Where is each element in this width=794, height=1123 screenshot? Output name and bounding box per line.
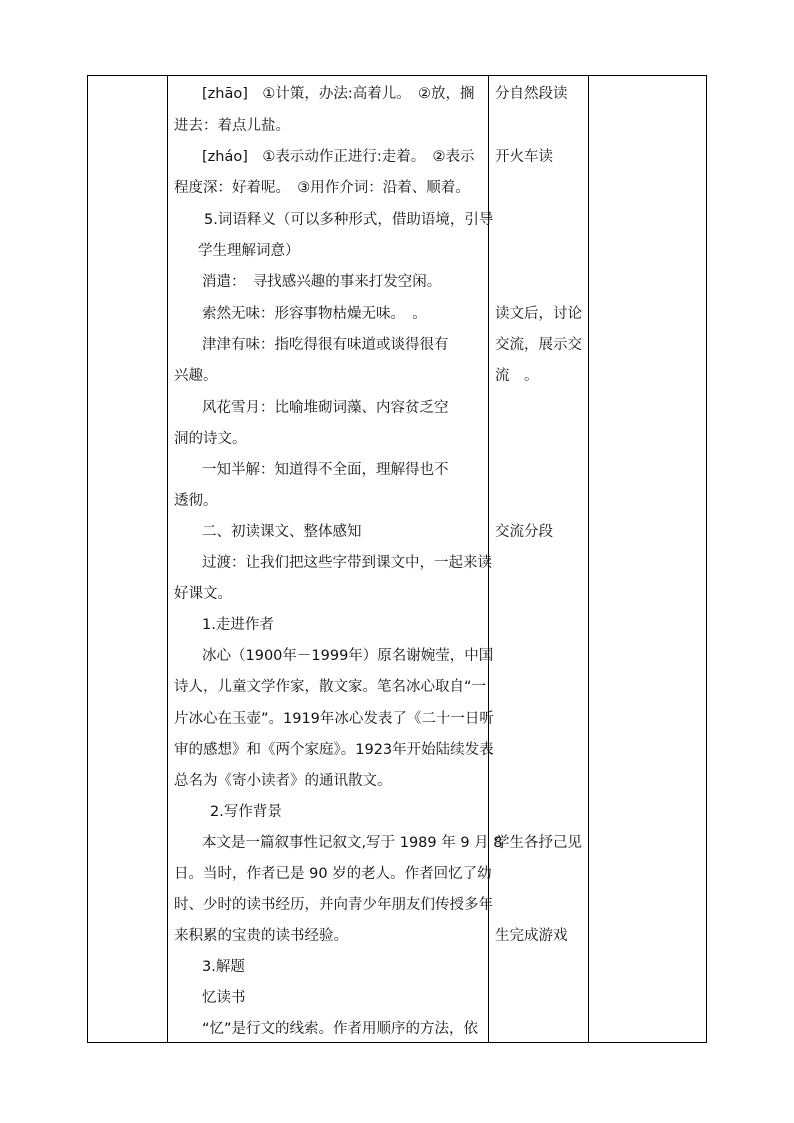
activity-line: 分自然段读	[495, 86, 568, 102]
text-line: 透彻。	[174, 493, 218, 509]
column-divider	[588, 76, 589, 1042]
text-line: 来积累的宝贵的读书经验。	[174, 928, 348, 944]
text-line: 冰心（1900年－1999年）原名谢婉莹，中国	[202, 648, 494, 664]
text-line: 本文是一篇叙事性记叙文,写于 1989 年 9 月 8	[202, 835, 503, 851]
text-line: 风花雪月：比喻堆砌词藻、内容贫乏空	[202, 400, 449, 416]
text-line: 片冰心在玉壶”。1919年冰心发表了《二十一日听	[174, 711, 494, 727]
text-line: 时、少时的读书经历，并向青少年朋友们传授多年	[174, 897, 493, 913]
text-line: [zháo] ①表示动作正进行:走着。 ②表示	[202, 149, 475, 165]
text-line: 过渡：让我们把这些字带到课文中，一起来读	[202, 555, 492, 571]
text-line: 好课文。	[174, 586, 232, 602]
text-line: 日。当时，作者已是 90 岁的老人。作者回忆了幼	[174, 866, 492, 882]
lesson-table	[87, 75, 707, 1043]
subsection-heading: 2.写作背景	[210, 804, 282, 820]
activity-line: 生完成游戏	[495, 928, 568, 944]
text-line: “忆”是行文的线索。作者用顺序的方法，依	[202, 1021, 479, 1037]
activity-line: 流 。	[495, 368, 539, 384]
text-line: 诗人，儿童文学作家，散文家。笔名冰心取自“一	[174, 679, 487, 695]
text-line: 忆读书	[202, 990, 246, 1006]
activity-line: 读文后，讨论	[495, 306, 582, 322]
subsection-heading: 1.走进作者	[202, 617, 274, 633]
text-line: [zhāo] ①计策，办法:高着儿。 ②放，搁	[202, 86, 475, 102]
text-line: 进去：着点儿盐。	[174, 118, 290, 134]
text-line: 程度深：好着呢。 ③用作介词：沿着、顺着。	[174, 180, 470, 196]
text-line: 消遣： 寻找感兴趣的事来打发空闲。	[202, 274, 442, 290]
text-line: 总名为《寄小读者》的通讯散文。	[174, 773, 392, 789]
text-line: 5.词语释义（可以多种形式，借助语境，引导	[204, 212, 494, 228]
section-heading: 二、初读课文、整体感知	[202, 524, 362, 540]
text-line: 学生理解词意）	[198, 243, 300, 259]
column-divider	[167, 76, 168, 1042]
activity-line: 交流分段	[495, 524, 553, 540]
text-line: 津津有味：指吃得很有味道或谈得很有	[202, 337, 449, 353]
text-line: 索然无味：形容事物枯燥无味。 。	[202, 306, 427, 322]
subsection-heading: 3.解题	[202, 959, 245, 975]
text-line: 兴趣。	[174, 368, 218, 384]
text-line: 审的感想》和《两个家庭》。1923年开始陆续发表	[174, 742, 494, 758]
text-line: 一知半解：知道得不全面，理解得也不	[202, 462, 449, 478]
activity-line: 开火车读	[495, 149, 553, 165]
activity-line: 学生各抒己见	[495, 835, 582, 851]
activity-line: 交流，展示交	[495, 337, 582, 353]
text-line: 洞的诗文。	[174, 431, 247, 447]
